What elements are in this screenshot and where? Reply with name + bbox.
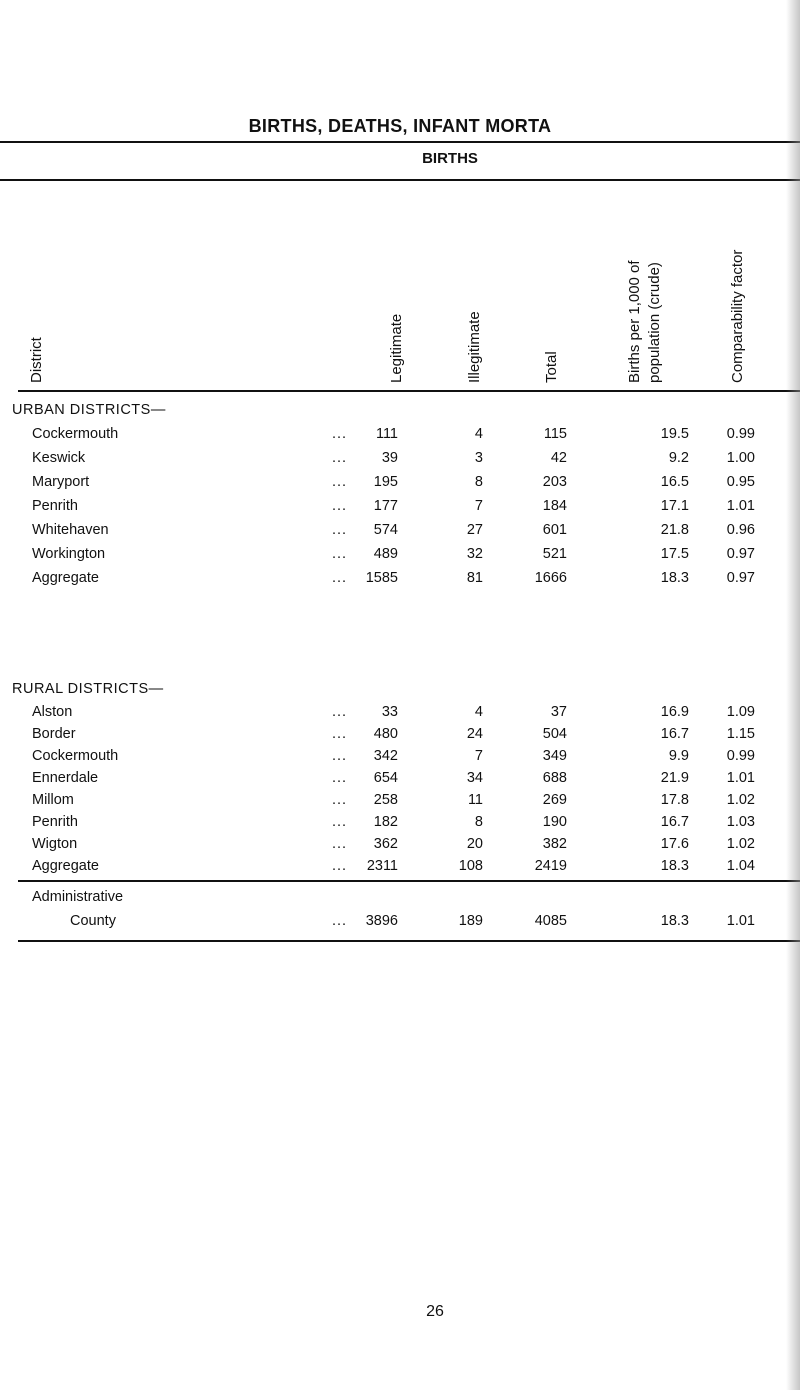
- legitimate-value: 33: [381, 704, 398, 720]
- leader-dots: ...: [332, 570, 348, 586]
- table-row: [0, 836, 800, 858]
- rate-value: 16.5: [660, 474, 689, 490]
- county-row: [0, 913, 800, 935]
- leader-dots: ...: [332, 748, 348, 764]
- county-total: 4085: [534, 913, 567, 929]
- legitimate-value: 654: [373, 770, 398, 786]
- legitimate-value: 574: [373, 522, 398, 538]
- title-rule: [0, 141, 800, 143]
- leader-dots: ...: [332, 450, 348, 466]
- district-name: Ennerdale: [32, 770, 99, 786]
- rate-value: 19.5: [660, 426, 689, 442]
- leader-dots: ...: [332, 792, 348, 808]
- leader-dots: ...: [332, 426, 348, 442]
- district-name: Maryport: [32, 474, 90, 490]
- table-row: [0, 522, 800, 544]
- illegitimate-value: 4: [474, 426, 483, 442]
- table-row: [0, 546, 800, 568]
- legitimate-value: 489: [373, 546, 398, 562]
- illegitimate-value: 11: [467, 792, 483, 808]
- total-value: 382: [542, 836, 567, 852]
- legitimate-value: 2311: [366, 858, 398, 874]
- table-row: [0, 570, 800, 592]
- factor-value: 1.09: [726, 704, 755, 720]
- county-label-line1: Administrative: [32, 889, 124, 905]
- table-row: [0, 792, 800, 814]
- illegitimate-value: 24: [466, 726, 483, 742]
- header-comparability: Comparability factor: [729, 249, 746, 383]
- total-value: 504: [542, 726, 567, 742]
- total-value: 37: [550, 704, 567, 720]
- table-row: [0, 426, 800, 448]
- illegitimate-value: 3: [474, 450, 483, 466]
- table-row: [0, 726, 800, 748]
- leader-dots: ...: [332, 546, 348, 562]
- table-row: [0, 814, 800, 836]
- rate-value: 17.8: [660, 792, 689, 808]
- rate-value: 18.3: [660, 858, 689, 874]
- district-name: Cockermouth: [32, 426, 119, 442]
- illegitimate-value: 7: [474, 748, 483, 764]
- county-rule-top: [18, 880, 800, 882]
- factor-value: 0.99: [726, 748, 755, 764]
- leader-dots: ...: [332, 770, 348, 786]
- district-name: Cockermouth: [32, 748, 119, 764]
- rate-value: 17.1: [660, 498, 689, 514]
- total-value: 521: [542, 546, 567, 562]
- factor-value: 1.01: [726, 770, 755, 786]
- header-rule: [18, 390, 800, 392]
- header-illegitimate: Illegitimate: [466, 311, 483, 383]
- leader-dots: ...: [332, 498, 348, 514]
- leader-dots: ...: [332, 522, 348, 538]
- district-name: Penrith: [32, 498, 78, 514]
- leader-dots: ...: [332, 836, 348, 852]
- district-name: Wigton: [32, 836, 78, 852]
- illegitimate-value: 27: [466, 522, 483, 538]
- factor-value: 1.15: [726, 726, 755, 742]
- total-value: 601: [542, 522, 567, 538]
- rate-value: 18.3: [660, 570, 689, 586]
- factor-value: 0.97: [726, 570, 755, 586]
- leader-dots: ...: [332, 704, 348, 720]
- leader-dots: ...: [332, 814, 348, 830]
- page-edge-shadow: [786, 0, 800, 1390]
- county-label-line2: County: [70, 913, 116, 929]
- urban-group-label: URBAN DISTRICTS—: [12, 402, 166, 418]
- rate-value: 9.9: [668, 748, 689, 764]
- header-total: Total: [543, 351, 560, 383]
- factor-value: 0.97: [726, 546, 755, 562]
- leader-dots: ...: [332, 726, 348, 742]
- legitimate-value: 1585: [365, 570, 398, 586]
- total-value: 349: [542, 748, 567, 764]
- legitimate-value: 362: [373, 836, 398, 852]
- factor-value: 1.00: [726, 450, 755, 466]
- section-rule: [0, 179, 800, 181]
- table-row: [0, 704, 800, 726]
- illegitimate-value: 32: [466, 546, 483, 562]
- illegitimate-value: 81: [466, 570, 483, 586]
- legitimate-value: 111: [375, 426, 398, 442]
- leader-dots: ...: [332, 858, 348, 874]
- district-name: Alston: [32, 704, 73, 720]
- rate-value: 9.2: [668, 450, 689, 466]
- leader-dots: ...: [332, 474, 348, 490]
- rate-value: 16.7: [660, 814, 689, 830]
- total-value: 688: [542, 770, 567, 786]
- legitimate-value: 342: [373, 748, 398, 764]
- rate-value: 16.7: [660, 726, 689, 742]
- illegitimate-value: 8: [474, 814, 483, 830]
- factor-value: 1.01: [726, 498, 755, 514]
- total-value: 184: [542, 498, 567, 514]
- rate-value: 17.6: [660, 836, 689, 852]
- district-name: Millom: [32, 792, 74, 808]
- total-value: 1666: [534, 570, 567, 586]
- table-row: [0, 748, 800, 770]
- district-name: Keswick: [32, 450, 86, 466]
- header-district: District: [28, 337, 45, 383]
- factor-value: 0.95: [726, 474, 755, 490]
- table-row: [0, 474, 800, 496]
- legitimate-value: 182: [373, 814, 398, 830]
- leader-dots: ...: [332, 913, 348, 929]
- table-row: [0, 450, 800, 472]
- district-name: Whitehaven: [32, 522, 109, 538]
- district-name: Penrith: [32, 814, 78, 830]
- page-number: 26: [426, 1303, 444, 1320]
- illegitimate-value: 7: [474, 498, 483, 514]
- rural-group-label: RURAL DISTRICTS—: [12, 681, 164, 697]
- district-name: Aggregate: [32, 858, 99, 874]
- factor-value: 0.96: [726, 522, 755, 538]
- factor-value: 0.99: [726, 426, 755, 442]
- table-row: [0, 498, 800, 520]
- illegitimate-value: 20: [466, 836, 483, 852]
- illegitimate-value: 8: [474, 474, 483, 490]
- header-births-rate-1: Births per 1,000 of: [626, 260, 643, 383]
- county-factor: 1.01: [726, 913, 755, 929]
- district-name: Aggregate: [32, 570, 99, 586]
- rate-value: 21.9: [660, 770, 689, 786]
- header-births-rate-2: population (crude): [646, 262, 663, 383]
- page-title: BIRTHS, DEATHS, INFANT MORTA: [248, 116, 552, 136]
- total-value: 269: [542, 792, 567, 808]
- county-rule-bottom: [18, 940, 800, 942]
- rate-value: 16.9: [660, 704, 689, 720]
- legitimate-value: 177: [373, 498, 398, 514]
- illegitimate-value: 108: [458, 858, 483, 874]
- table-row: [0, 770, 800, 792]
- section-title: BIRTHS: [422, 150, 478, 167]
- factor-value: 1.02: [726, 836, 755, 852]
- legitimate-value: 480: [373, 726, 398, 742]
- total-value: 42: [550, 450, 567, 466]
- factor-value: 1.03: [726, 814, 755, 830]
- county-illegitimate: 189: [458, 913, 483, 929]
- total-value: 115: [543, 426, 567, 442]
- factor-value: 1.02: [726, 792, 755, 808]
- total-value: 190: [542, 814, 567, 830]
- district-name: Border: [32, 726, 76, 742]
- legitimate-value: 39: [381, 450, 398, 466]
- illegitimate-value: 4: [474, 704, 483, 720]
- county-rate: 18.3: [660, 913, 689, 929]
- legitimate-value: 195: [373, 474, 398, 490]
- rate-value: 21.8: [660, 522, 689, 538]
- legitimate-value: 258: [373, 792, 398, 808]
- factor-value: 1.04: [726, 858, 755, 874]
- table-row: [0, 858, 800, 880]
- rate-value: 17.5: [660, 546, 689, 562]
- district-name: Workington: [32, 546, 106, 562]
- county-legitimate: 3896: [365, 913, 398, 929]
- illegitimate-value: 34: [466, 770, 483, 786]
- header-legitimate: Legitimate: [388, 313, 405, 383]
- total-value: 2419: [534, 858, 567, 874]
- total-value: 203: [542, 474, 567, 490]
